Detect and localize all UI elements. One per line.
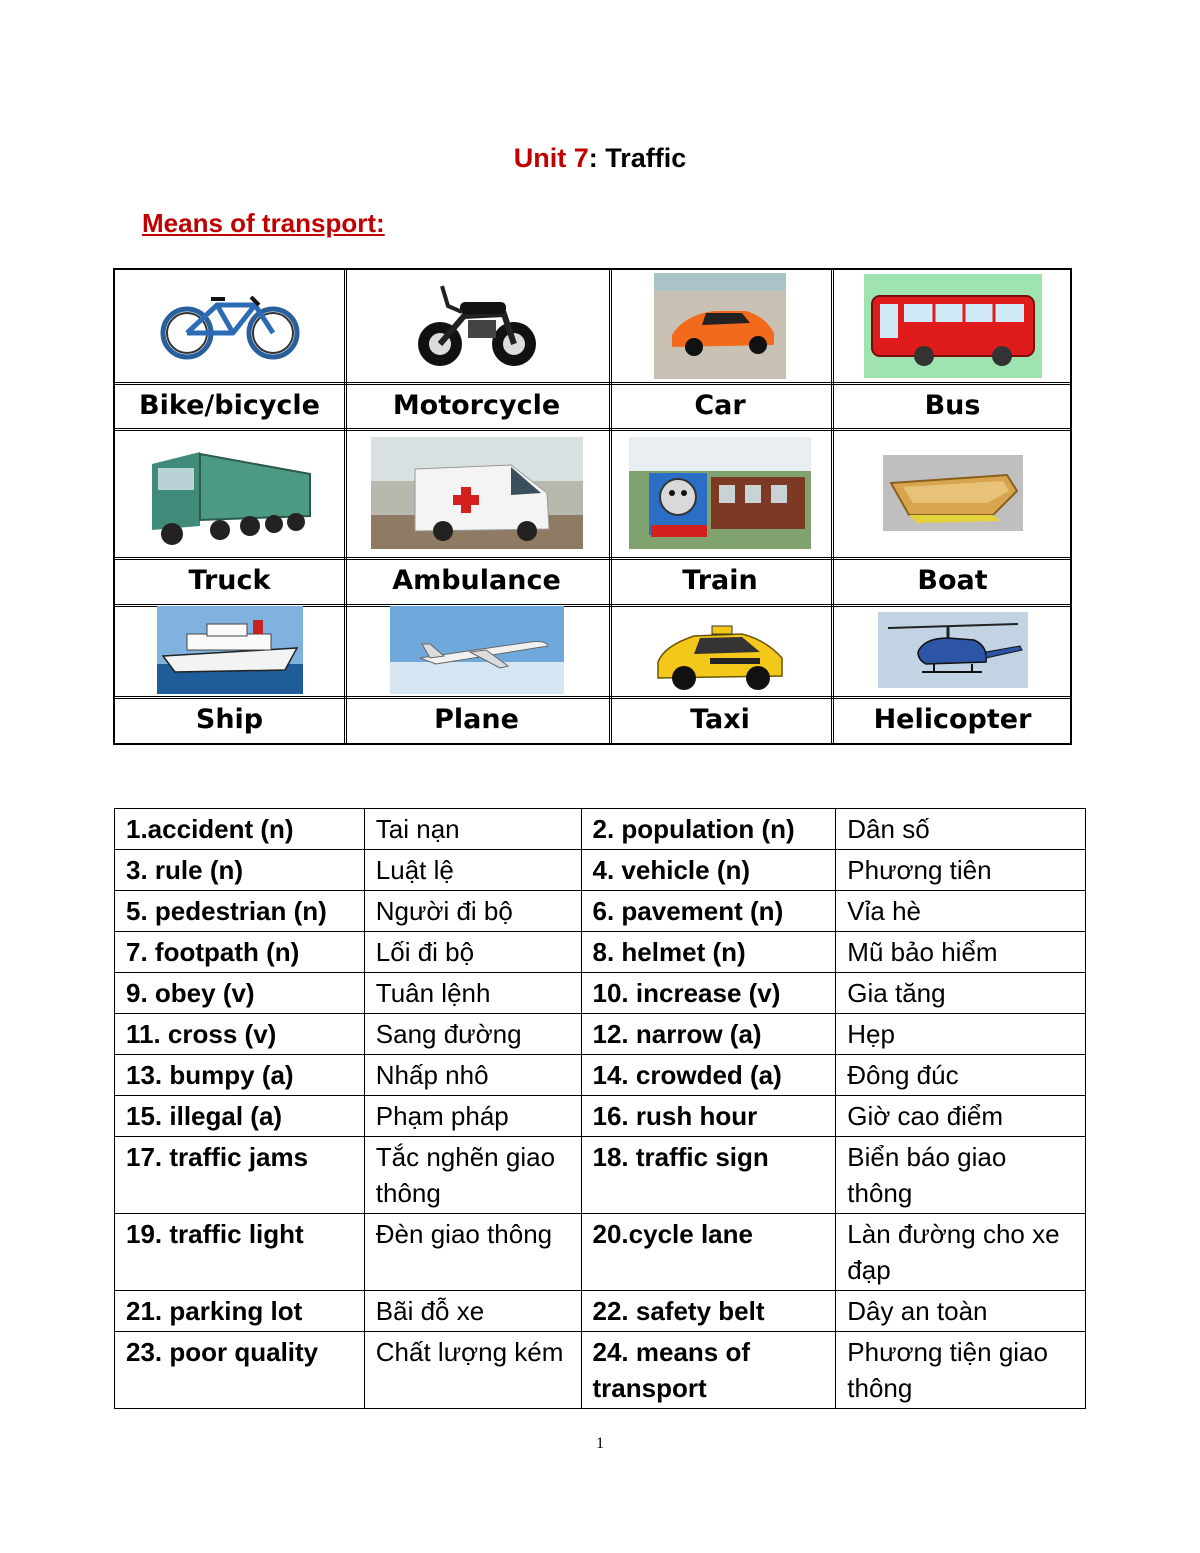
- car-image: [609, 270, 831, 382]
- transport-picture-table: [113, 268, 1072, 745]
- table-row: [115, 891, 1086, 932]
- vocab-term: 19. traffic light: [115, 1214, 365, 1291]
- vocab-term: 5. pedestrian (n): [115, 891, 365, 932]
- vocab-meaning: Biển báo giao thông: [836, 1137, 1086, 1214]
- vocab-meaning: Lối đi bộ: [364, 932, 581, 973]
- label-car: Car: [694, 389, 746, 421]
- table-row: [115, 1014, 1086, 1055]
- vocab-meaning: Người đi bộ: [364, 891, 581, 932]
- table-row: [115, 1291, 1086, 1332]
- vocab-term: 15. illegal (a): [115, 1096, 365, 1137]
- bicycle-image: [115, 270, 344, 382]
- vocab-term: 13. bumpy (a): [115, 1055, 365, 1096]
- label-motorcycle: Motorcycle: [392, 389, 561, 421]
- vocab-meaning: Phương tiện giao thông: [836, 1332, 1086, 1409]
- label-bus: Bus: [924, 389, 981, 421]
- vocab-term: 10. increase (v): [581, 973, 836, 1014]
- vocab-term: 18. traffic sign: [581, 1137, 836, 1214]
- table-row: [115, 1332, 1086, 1409]
- vocab-meaning: Dây an toàn: [836, 1291, 1086, 1332]
- table-row: [115, 850, 1086, 891]
- vocab-term: 20.cycle lane: [581, 1214, 836, 1291]
- table-row: [115, 1137, 1086, 1214]
- boat-image: [831, 428, 1074, 557]
- vocab-meaning: Vỉa hè: [836, 891, 1086, 932]
- vocab-meaning: Nhấp nhô: [364, 1055, 581, 1096]
- title-unit: Unit 7: [513, 143, 589, 173]
- vocab-term: 7. footpath (n): [115, 932, 365, 973]
- label-truck: Truck: [188, 565, 271, 596]
- vocab-meaning: Hẹp: [836, 1014, 1086, 1055]
- motorcycle-image: [344, 270, 609, 382]
- vocab-meaning: Phạm pháp: [364, 1096, 581, 1137]
- vocab-meaning: Giờ cao điểm: [836, 1096, 1086, 1137]
- vocab-meaning: Làn đường cho xe đạp: [836, 1214, 1086, 1291]
- label-plane: Plane: [434, 704, 519, 735]
- vocab-meaning: Tai nạn: [364, 809, 581, 850]
- label-taxi: Taxi: [690, 704, 750, 735]
- vocab-term: 9. obey (v): [115, 973, 365, 1014]
- table-row: [115, 932, 1086, 973]
- label-helicopter: Helicopter: [873, 704, 1032, 735]
- label-ship: Ship: [195, 704, 264, 735]
- vocab-meaning: Sang đường: [364, 1014, 581, 1055]
- bus-image: [831, 270, 1074, 382]
- table-row: [115, 1096, 1086, 1137]
- table-row: [115, 1214, 1086, 1291]
- truck-image: [115, 428, 344, 557]
- vocab-term: 22. safety belt: [581, 1291, 836, 1332]
- vocab-meaning: Dân số: [836, 809, 1086, 850]
- helicopter-image: [831, 604, 1074, 696]
- vocab-term: 21. parking lot: [115, 1291, 365, 1332]
- vocab-term: 2. population (n): [581, 809, 836, 850]
- vocab-meaning: Mũ bảo hiểm: [836, 932, 1086, 973]
- vocab-meaning: Bãi đỗ xe: [364, 1291, 581, 1332]
- vocab-meaning: Đông đúc: [836, 1055, 1086, 1096]
- page-number: 1: [596, 1435, 604, 1452]
- vocab-term: 24. means of transport: [581, 1332, 836, 1409]
- vocab-term: 1.accident (n): [115, 809, 365, 850]
- vocab-term: 4. vehicle (n): [581, 850, 836, 891]
- vocab-term: 6. pavement (n): [581, 891, 836, 932]
- taxi-image: [609, 604, 831, 696]
- vocab-meaning: Chất lượng kém: [364, 1332, 581, 1409]
- vocab-term: 11. cross (v): [115, 1014, 365, 1055]
- vocabulary-table: [114, 808, 1086, 1409]
- page-title: [0, 143, 1200, 174]
- vocab-meaning: Tuân lệnh: [364, 973, 581, 1014]
- vocab-meaning: Đèn giao thông: [364, 1214, 581, 1291]
- vocab-term: 12. narrow (a): [581, 1014, 836, 1055]
- label-train: Train: [682, 565, 758, 596]
- train-image: [609, 428, 831, 557]
- vocab-term: 8. helmet (n): [581, 932, 836, 973]
- ambulance-image: [344, 428, 609, 557]
- vocab-term: 14. crowded (a): [581, 1055, 836, 1096]
- vocab-meaning: Phương tiên: [836, 850, 1086, 891]
- table-row: [115, 973, 1086, 1014]
- label-bicycle: Bike/bicycle: [139, 389, 320, 421]
- section-heading: Means of transport:: [142, 208, 385, 238]
- vocab-term: 3. rule (n): [115, 850, 365, 891]
- table-row: [115, 1055, 1086, 1096]
- title-topic: : Traffic: [588, 143, 687, 173]
- label-ambulance: Ambulance: [392, 565, 561, 596]
- vocab-term: 17. traffic jams: [115, 1137, 365, 1214]
- vocab-meaning: Gia tăng: [836, 973, 1086, 1014]
- vocab-meaning: Tắc nghẽn giao thông: [364, 1137, 581, 1214]
- plane-image: [344, 604, 609, 696]
- table-row: [115, 809, 1086, 850]
- vocab-term: 23. poor quality: [115, 1332, 365, 1409]
- vocab-term: 16. rush hour: [581, 1096, 836, 1137]
- label-boat: Boat: [917, 565, 988, 596]
- vocab-meaning: Luật lệ: [364, 850, 581, 891]
- ship-image: [115, 604, 344, 696]
